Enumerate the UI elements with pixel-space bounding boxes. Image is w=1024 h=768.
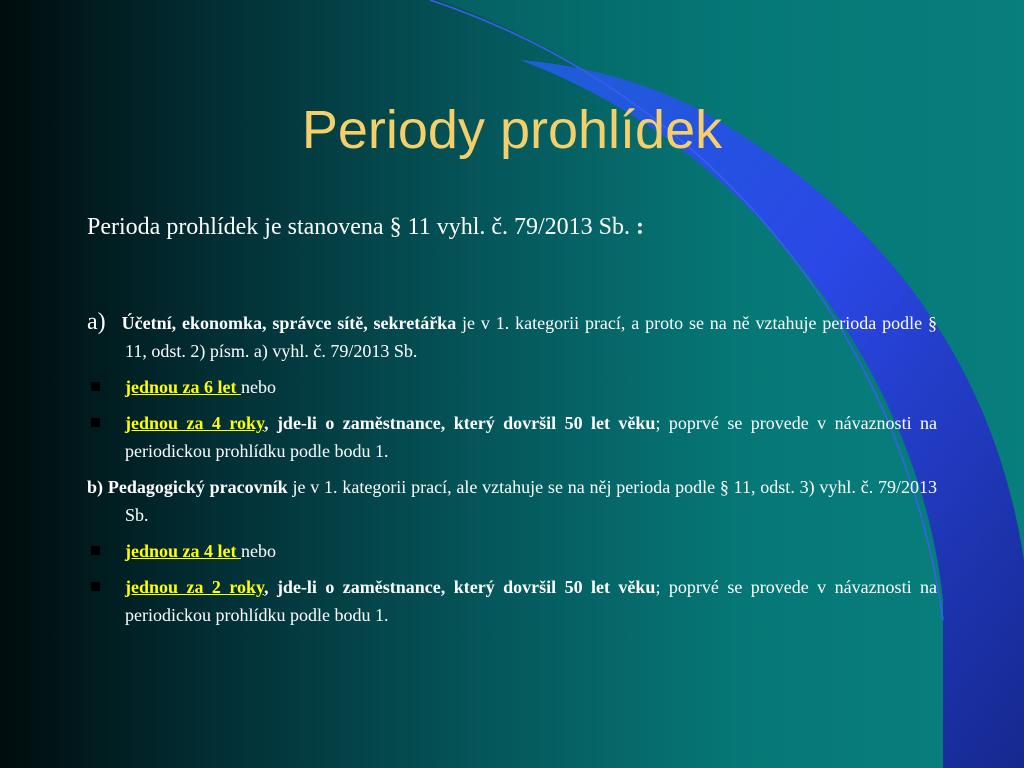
bullet-square-icon (91, 382, 100, 391)
bullet-square-icon (91, 546, 100, 555)
section-a (87, 308, 937, 365)
intro-colon: : (636, 214, 645, 240)
slide-title: Periody prohlídek (301, 100, 723, 160)
section-b-marker: b) (87, 477, 104, 497)
section-b-rest: je v 1. kategorii prací, ale vztahuje se na něj perioda podle § 11, odst. 3) vyhl. č. 79/2013 Sb. (125, 477, 938, 525)
intro-text (87, 212, 644, 243)
section-a-lead: Účetní, ekonomka, správce sítě, sekretářka (121, 313, 457, 333)
bullet-square-icon (91, 582, 100, 591)
section-b-lead: Pedagogický pracovník (107, 477, 288, 497)
section-a-marker: a) (87, 309, 106, 335)
intro-main: Perioda prohlídek je stanovena § 11 vyhl. č. 79/2013 Sb. (87, 214, 631, 240)
bullet-highlight: jednou za 4 roky (125, 413, 264, 433)
bullet-highlight: jednou za 2 roky (125, 577, 264, 597)
section-b-bullet-2 (87, 573, 937, 629)
bullet-highlight: jednou za 4 let (125, 541, 241, 561)
bullet-rest: nebo (241, 377, 276, 397)
section-a-bullet-1 (87, 373, 937, 401)
bullet-bold: , jde-li o zaměstnance, který dovršil 50 let věku (264, 413, 656, 433)
slide-content (87, 308, 937, 637)
bullet-rest: ; poprvé se provede v návaznosti na periodickou prohlídku podle bodu 1. (125, 577, 937, 625)
bullet-highlight: jednou za 6 let (125, 377, 241, 397)
bullet-square-icon (91, 418, 100, 427)
section-a-bullet-2 (87, 409, 937, 465)
section-b-bullet-1 (87, 537, 937, 565)
section-b (87, 473, 937, 529)
bullet-bold: , jde-li o zaměstnance, který dovršil 50 let věku (264, 577, 656, 597)
section-a-rest: je v 1. kategorii prací, a proto se na ně vztahuje perioda podle § 11, odst. 2) písm. a) vyhl. č. 79/2013 Sb. (125, 313, 937, 361)
bullet-rest: nebo (241, 541, 276, 561)
bullet-rest: ; poprvé se provede v návaznosti na periodickou prohlídku podle bodu 1. (125, 413, 937, 461)
